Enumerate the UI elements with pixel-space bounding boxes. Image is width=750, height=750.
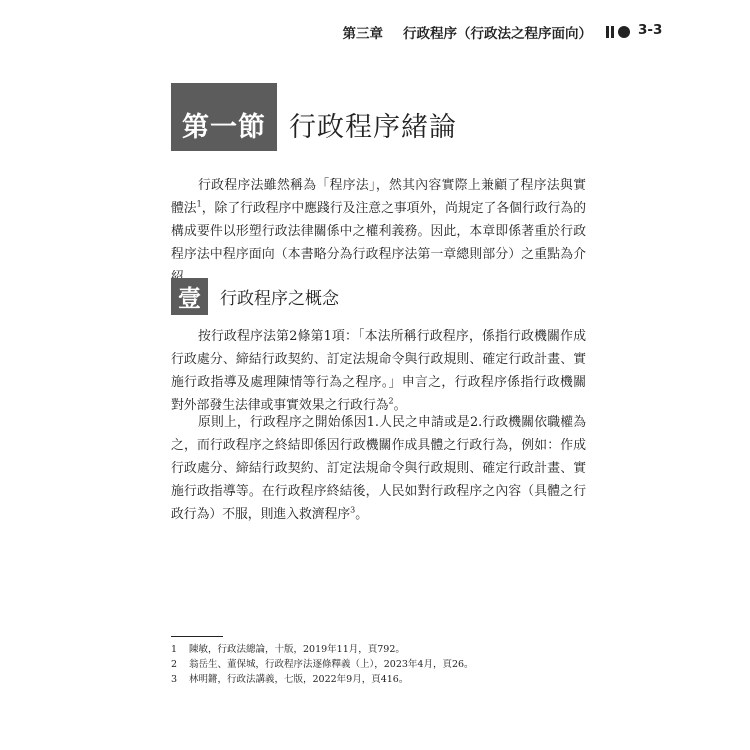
- footnote-item: 3 林明鏘，行政法講義，七版，2022年9月，頁416。: [171, 674, 409, 685]
- section-title: [171, 83, 457, 151]
- page-number: 3-3: [638, 22, 663, 38]
- subsection-title: [171, 278, 339, 315]
- intro-paragraph: 行政程序法雖然稱為「程序法」，然其內容實際上兼顧了程序法與實體法$^1$，除了行政程序中應踐行及注意之事項外，尚規定了各個行政行為的構成要件以形塑行政法律關係中之權利義務。因此，本章即係著重於行政程序法中程序面向（本書略分為行政程序法第一章總則部分）之重點為介: [171, 178, 587, 262]
- body-paragraph: 按行政程序法第2條第1項：「本法所稱行政程序，係指行政機關作成行政處分、締結行政契約、訂定法規命令與行政規則、確定行政計畫、實施行政指導及處理陳情等行為之程序。」申言之，行政程序係指行政機關對外部發生法律或事實效果之行政行為$^2$。: [171, 329, 586, 413]
- subsection-heading: 行政程序之概念: [220, 289, 339, 309]
- footnotes: [171, 642, 591, 687]
- section-heading: 行政程序緒論: [289, 111, 457, 143]
- chapter-number: 第三章: [342, 26, 383, 42]
- footnote-divider: [171, 636, 223, 637]
- body-paragraph: 原則上，行政程序之開始係因1.人民之申請或是2.行政機關依職權為之，而行政程序之終結即係因行政機關作成具體之行政行為，例如：作成行政處分、締結行政契約、訂定法規命令與行政規則、確定行政計畫、實施行政指導等。在行政程序終結後，人民如對行政程序之內容（具體之行政行為）不服，則進入救濟程序$^3$。: [171, 415, 586, 522]
- subsection-badge: 壹: [171, 278, 208, 315]
- footnote-ref: 3: [350, 505, 356, 515]
- section-label-box: [171, 83, 277, 151]
- footnote-item: 2 翁岳生、董保城，行政程序法逐條釋義（上），2023年4月，頁26。: [171, 659, 474, 670]
- footnote-ref: 2: [388, 396, 394, 406]
- section-label: 第一節: [182, 111, 266, 143]
- chapter-title: 行政程序（行政法之程序面向）: [403, 26, 592, 42]
- footnote-item: 1 陳敏，行政法總論，十版，2019年11月，頁792。: [171, 644, 405, 655]
- footnote-ref: 1: [196, 199, 202, 209]
- running-header: [343, 22, 631, 42]
- header-ornament-icon: [606, 26, 630, 38]
